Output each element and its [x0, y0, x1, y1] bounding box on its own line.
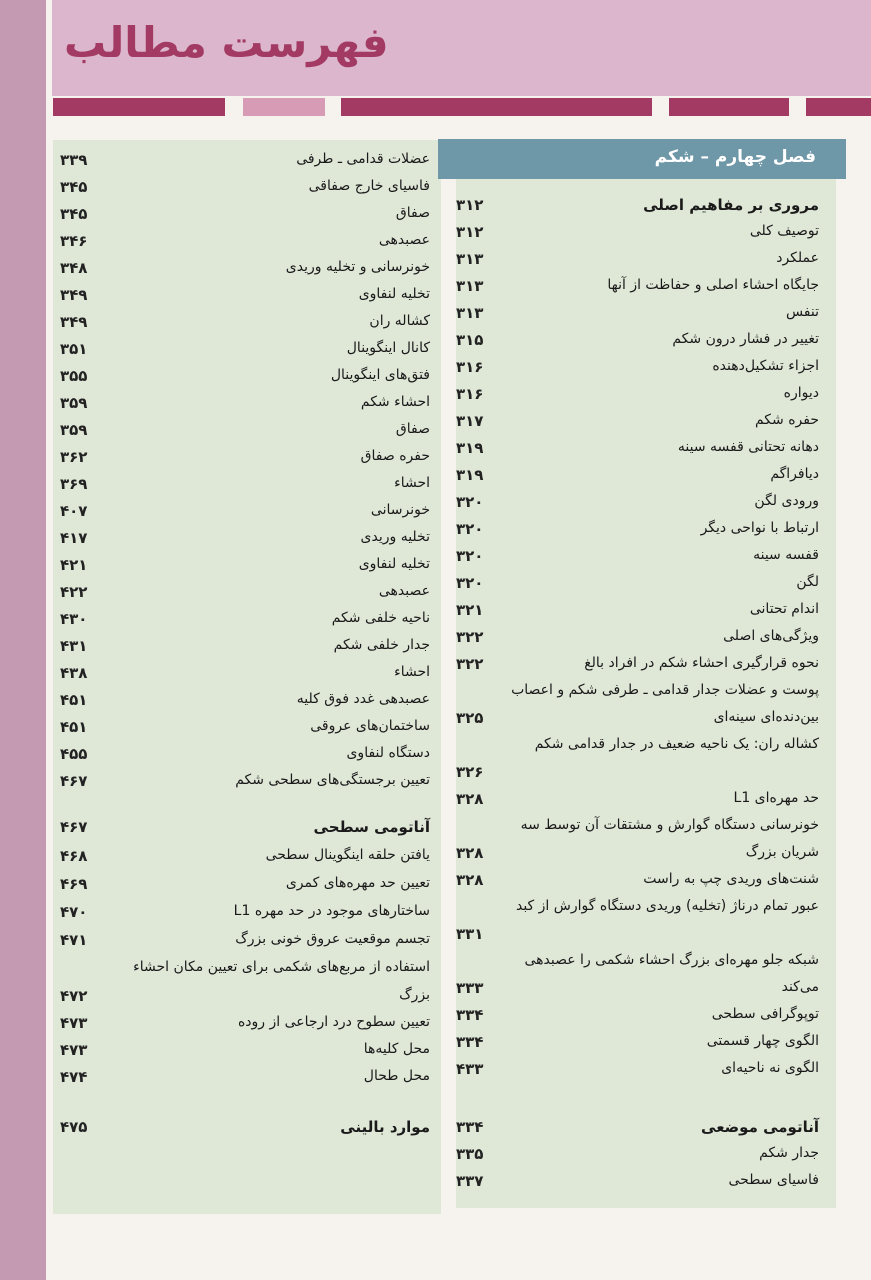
toc-entry — [60, 691, 430, 717]
toc-entry — [60, 583, 430, 609]
toc-entry — [456, 493, 819, 519]
toc-entry — [60, 1118, 430, 1144]
toc-page-number: ۳۵۱ — [60, 340, 88, 358]
toc-page-number: ۴۵۱ — [60, 718, 88, 736]
toc-page-number: ۳۲۰ — [456, 574, 484, 592]
toc-entry — [60, 772, 430, 798]
toc-page-number: ۴۵۵ — [60, 745, 88, 763]
toc-entry — [456, 547, 819, 573]
toc-entry — [456, 682, 819, 708]
toc-entry-title: یافتن حلقه اینگوینال سطحی — [265, 847, 430, 863]
toc-entry-title: توپوگرافی سطحی — [711, 1006, 819, 1022]
header-stripe — [806, 98, 871, 116]
toc-page-number: ۴۶۸ — [60, 847, 88, 865]
toc-entry — [60, 313, 430, 339]
toc-entry — [456, 277, 819, 303]
toc-entry-title: عصبدهی غدد فوق کلیه — [296, 691, 430, 707]
toc-page-number: ۴۵۱ — [60, 691, 88, 709]
toc-page-number: ۳۶۲ — [60, 448, 88, 466]
toc-page-number: ۳۱۳ — [456, 250, 484, 268]
toc-entry — [60, 421, 430, 447]
toc-page-number: ۳۴۶ — [60, 232, 88, 250]
toc-entry-title: ویژگی‌های اصلی — [723, 628, 819, 644]
toc-entry — [456, 250, 819, 276]
toc-entry — [60, 637, 430, 663]
toc-entry — [456, 196, 819, 222]
toc-entry — [456, 304, 819, 330]
toc-entry — [60, 847, 430, 873]
toc-page-number: ۳۲۲ — [456, 628, 484, 646]
header-stripe — [243, 98, 325, 116]
toc-page-number: ۳۳۵ — [456, 1145, 484, 1163]
toc-entry-title: اجزاء تشکیل‌دهنده — [712, 358, 819, 374]
toc-entry-title: عضلات قدامی ـ طرفی — [296, 151, 430, 167]
toc-entry — [456, 466, 819, 492]
toc-entry-title: کشاله ران: یک ناحیه ضعیف در جدار قدامی شکم — [534, 736, 819, 752]
toc-page-number: ۳۴۹ — [60, 313, 88, 331]
toc-entry-title: الگوی نه ناحیه‌ای — [721, 1060, 819, 1076]
toc-section-heading: آناتومی سطحی — [313, 818, 430, 836]
toc-entry-title: بزرگ — [399, 987, 430, 1003]
toc-entry-title: احشاء — [394, 664, 430, 680]
toc-entry-title: فتق‌های اینگوینال — [330, 367, 430, 383]
toc-entry-title: عصبدهی — [378, 583, 430, 599]
toc-entry — [456, 574, 819, 600]
toc-entry — [456, 1118, 819, 1144]
toc-page-number: ۳۴۹ — [60, 286, 88, 304]
toc-entry — [456, 925, 819, 951]
toc-page-number: ۳۱۲ — [456, 223, 484, 241]
toc-entry — [60, 529, 430, 555]
chapter-heading — [438, 139, 846, 179]
toc-entry — [60, 259, 430, 285]
toc-page-number: ۴۷۱ — [60, 931, 88, 949]
toc-entry — [60, 232, 430, 258]
toc-entry — [60, 205, 430, 231]
toc-page-number: ۴۳۸ — [60, 664, 88, 682]
toc-entry-title: عبور تمام درناژ (تخلیه) وریدی دستگاه گوارش از کبد — [515, 898, 819, 914]
toc-entry — [60, 340, 430, 366]
toc-entry-title: تنفس — [785, 304, 819, 320]
toc-entry — [60, 475, 430, 501]
toc-entry — [60, 987, 430, 1013]
toc-entry-title: محل طحال — [363, 1068, 430, 1084]
header-stripe — [341, 98, 652, 116]
toc-entry — [60, 1014, 430, 1040]
toc-entry — [60, 1068, 430, 1094]
toc-page-number: ۳۳۴ — [456, 1006, 484, 1024]
toc-page-number: ۳۲۸ — [456, 871, 484, 889]
toc-page-number: ۳۴۸ — [60, 259, 88, 277]
toc-entry-title: احشاء شکم — [360, 394, 430, 410]
toc-page-number: ۳۱۲ — [456, 196, 484, 214]
toc-entry — [456, 763, 819, 789]
toc-entry-title: دهانه تحتانی قفسه سینه — [677, 439, 819, 455]
toc-entry-title: شبکه جلو مهره‌ای بزرگ احشاء شکمی را عصبدهی — [524, 952, 819, 968]
toc-entry-title: عملکرد — [776, 250, 819, 266]
toc-entry-title: خونرسانی — [370, 502, 430, 518]
toc-entry-title: دیواره — [783, 385, 819, 401]
toc-page-number: ۳۱۳ — [456, 277, 484, 295]
toc-page-number: ۳۱۷ — [456, 412, 484, 430]
toc-page-number: ۴۶۹ — [60, 875, 88, 893]
toc-entry-title: جدار شکم — [759, 1145, 819, 1161]
toc-entry — [456, 844, 819, 870]
toc-entry-title: کشاله ران — [369, 313, 430, 329]
toc-page-number: ۳۲۱ — [456, 601, 484, 619]
toc-entry — [60, 556, 430, 582]
toc-entry-title: ساختمان‌های عروقی — [310, 718, 430, 734]
toc-section-heading: مروری بر مفاهیم اصلی — [643, 196, 819, 214]
toc-entry — [456, 520, 819, 546]
toc-page-number: ۴۲۱ — [60, 556, 88, 574]
toc-page-number: ۳۵۵ — [60, 367, 88, 385]
toc-entry — [456, 628, 819, 654]
toc-entry — [456, 601, 819, 627]
toc-entry — [60, 286, 430, 312]
toc-entry — [456, 331, 819, 357]
toc-entry-title: فاسیای سطحی — [728, 1172, 819, 1188]
toc-entry-title: خونرسانی و تخلیه وریدی — [285, 259, 430, 275]
toc-entry — [60, 502, 430, 528]
toc-page-number: ۳۳۴ — [456, 1118, 484, 1136]
toc-page-number: ۳۲۸ — [456, 844, 484, 862]
toc-entry — [60, 448, 430, 474]
toc-page-number: ۳۴۵ — [60, 205, 88, 223]
toc-entry — [60, 718, 430, 744]
toc-entry-title: جدار خلفی شکم — [333, 637, 430, 653]
chapter-title: فصل چهارم – شکم — [654, 147, 816, 167]
toc-page-number: ۳۶۹ — [60, 475, 88, 493]
toc-entry — [456, 871, 819, 897]
toc-page-number: ۳۲۸ — [456, 790, 484, 808]
toc-entry — [456, 358, 819, 384]
toc-entry-title: تعیین حد مهره‌های کمری — [285, 875, 430, 891]
toc-entry-title: تخلیه لنفاوی — [358, 286, 430, 302]
toc-page-number: ۳۲۶ — [456, 763, 484, 781]
toc-entry-title: تخلیه لنفاوی — [358, 556, 430, 572]
toc-entry-title: شریان بزرگ — [745, 844, 819, 860]
toc-entry-title: تجسم موقعیت عروق خونی بزرگ — [235, 931, 430, 947]
toc-entry-title: نحوه قرارگیری احشاء شکم در افراد بالغ — [584, 655, 819, 671]
toc-page-number: ۴۷۴ — [60, 1068, 88, 1086]
toc-entry — [456, 385, 819, 411]
toc-entry-title: دیافراگم — [770, 466, 819, 482]
toc-entry-title: بین‌دنده‌ای سینه‌ای — [713, 709, 819, 725]
toc-entry-title: توصیف کلی — [749, 223, 819, 239]
toc-entry-title: ساختارهای موجود در حد مهره L1 — [233, 903, 430, 919]
toc-page-number: ۳۱۵ — [456, 331, 484, 349]
toc-entry — [456, 817, 819, 843]
toc-entry — [60, 367, 430, 393]
toc-page-number: ۳۲۵ — [456, 709, 484, 727]
toc-entry — [60, 875, 430, 901]
toc-entry — [456, 736, 819, 762]
toc-page-number: ۴۰۷ — [60, 502, 88, 520]
toc-page-number: ۳۲۰ — [456, 547, 484, 565]
toc-entry-title: کانال اینگوینال — [346, 340, 430, 356]
header-stripe — [53, 98, 225, 116]
toc-entry — [60, 931, 430, 957]
toc-entry-title: اندام تحتانی — [749, 601, 819, 617]
toc-entry-title: تخلیه وریدی — [360, 529, 430, 545]
toc-entry — [60, 1041, 430, 1067]
toc-page-number: ۴۲۲ — [60, 583, 88, 601]
toc-entry — [60, 664, 430, 690]
toc-page-number: ۳۴۵ — [60, 178, 88, 196]
toc-page-number: ۴۳۳ — [456, 1060, 484, 1078]
toc-entry-title: ارتباط با نواحی دیگر — [700, 520, 819, 536]
header-stripe — [669, 98, 789, 116]
toc-entry-title: صفاق — [395, 205, 430, 221]
toc-entry — [60, 959, 430, 985]
toc-page-number: ۳۱۹ — [456, 439, 484, 457]
toc-entry — [456, 412, 819, 438]
toc-entry — [456, 1060, 819, 1086]
toc-entry — [60, 610, 430, 636]
toc-entry-title: حد مهره‌ای L1 — [733, 790, 819, 806]
toc-entry — [456, 790, 819, 816]
toc-entry — [456, 1145, 819, 1171]
toc-page-number: ۳۵۹ — [60, 394, 88, 412]
toc-entry-title: خونرسانی دستگاه گوارش و مشتقات آن توسط سه — [520, 817, 819, 833]
toc-entry — [456, 439, 819, 465]
toc-page-number: ۳۲۰ — [456, 493, 484, 511]
toc-entry-title: تعیین سطوح درد ارجاعی از روده — [237, 1014, 430, 1030]
toc-page-number: ۳۲۲ — [456, 655, 484, 673]
toc-page-number: ۴۶۷ — [60, 772, 88, 790]
toc-entry — [456, 1006, 819, 1032]
toc-entry-title: احشاء — [394, 475, 430, 491]
toc-entry-title: حفره شکم — [754, 412, 819, 428]
toc-entry — [456, 979, 819, 1005]
toc-page-number: ۳۳۴ — [456, 1033, 484, 1051]
page-title: فهرست مطالب — [64, 18, 389, 67]
toc-entry-title: استفاده از مربع‌های شکمی برای تعیین مکان احشاء — [133, 959, 430, 975]
toc-page-number: ۴۷۳ — [60, 1041, 88, 1059]
toc-page-number: ۳۱۳ — [456, 304, 484, 322]
toc-page-number: ۴۱۷ — [60, 529, 88, 547]
toc-entry — [456, 1033, 819, 1059]
toc-page-number: ۴۷۲ — [60, 987, 88, 1005]
toc-entry — [456, 1172, 819, 1198]
toc-entry-title: صفاق — [395, 421, 430, 437]
toc-entry-title: تغییر در فشار درون شکم — [672, 331, 819, 347]
toc-entry-title: جایگاه احشاء اصلی و حفاظت از آنها — [607, 277, 819, 293]
toc-entry-title: شنت‌های وریدی چپ به راست — [643, 871, 819, 887]
toc-page-number: ۳۳۹ — [60, 151, 88, 169]
toc-entry — [456, 223, 819, 249]
toc-page-number: ۳۳۳ — [456, 979, 484, 997]
toc-entry-title: پوست و عضلات جدار قدامی ـ طرفی شکم و اعصاب — [511, 682, 819, 698]
toc-page-number: ۴۷۵ — [60, 1118, 88, 1136]
toc-page-number: ۳۳۱ — [456, 925, 484, 943]
toc-page-number: ۳۳۷ — [456, 1172, 484, 1190]
toc-entry-title: تعیین برجستگی‌های سطحی شکم — [235, 772, 430, 788]
toc-page-number: ۴۶۷ — [60, 818, 88, 836]
toc-entry — [456, 655, 819, 681]
toc-entry — [60, 178, 430, 204]
toc-page-number: ۴۳۱ — [60, 637, 88, 655]
toc-section-heading: آناتومی موضعی — [701, 1118, 819, 1136]
toc-entry — [60, 745, 430, 771]
toc-page-number: ۳۵۹ — [60, 421, 88, 439]
toc-entry — [456, 952, 819, 978]
toc-entry-title: قفسه سینه — [753, 547, 819, 563]
toc-entry-title: محل کلیه‌ها — [363, 1041, 430, 1057]
toc-entry-title: می‌کند — [781, 979, 819, 995]
toc-entry-title: فاسیای خارج صفاقی — [308, 178, 430, 194]
toc-page-number: ۴۳۰ — [60, 610, 88, 628]
toc-page-number: ۴۷۰ — [60, 903, 88, 921]
toc-entry-title: ورودی لگن — [754, 493, 819, 509]
toc-entry-title: عصبدهی — [378, 232, 430, 248]
toc-page-number: ۳۱۶ — [456, 358, 484, 376]
toc-page-number: ۳۱۶ — [456, 385, 484, 403]
toc-entry — [60, 818, 430, 844]
toc-entry — [456, 709, 819, 735]
toc-entry-title: ناحیه خلفی شکم — [331, 610, 430, 626]
toc-entry-title: الگوی چهار قسمتی — [706, 1033, 819, 1049]
toc-section-heading: موارد بالینی — [340, 1118, 430, 1136]
toc-page-number: ۴۷۳ — [60, 1014, 88, 1032]
toc-page-number: ۳۲۰ — [456, 520, 484, 538]
toc-page-number: ۳۱۹ — [456, 466, 484, 484]
toc-entry — [456, 898, 819, 924]
toc-entry — [60, 903, 430, 929]
toc-entry-title: دستگاه لنفاوی — [346, 745, 430, 761]
toc-entry-title: حفره صفاق — [360, 448, 430, 464]
toc-entry — [60, 151, 430, 177]
toc-entry — [60, 394, 430, 420]
toc-entry-title: لگن — [796, 574, 819, 590]
